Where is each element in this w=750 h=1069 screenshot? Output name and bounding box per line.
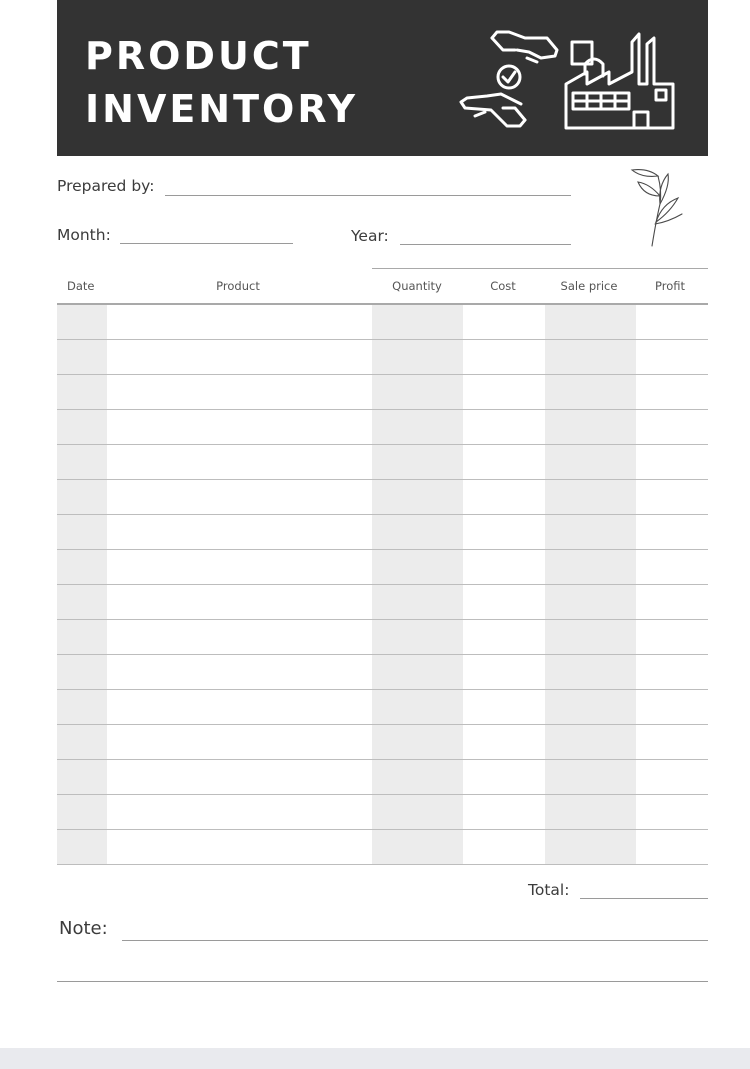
table-row[interactable] — [57, 864, 708, 865]
date-column-shade — [57, 305, 107, 865]
table-row[interactable] — [57, 619, 708, 620]
table-row[interactable] — [57, 584, 708, 585]
table-row[interactable] — [57, 374, 708, 375]
column-header-cost: Cost — [490, 279, 516, 293]
column-header-product: Product — [216, 279, 260, 293]
table-row[interactable] — [57, 759, 708, 760]
table-row[interactable] — [57, 339, 708, 340]
note-label: Note: — [59, 918, 108, 939]
column-header-profit: Profit — [655, 279, 685, 293]
leaf-sprig-icon — [620, 166, 690, 248]
table-row[interactable] — [57, 409, 708, 410]
table-row[interactable] — [57, 549, 708, 550]
year-field[interactable] — [400, 244, 571, 245]
month-field[interactable] — [120, 243, 293, 244]
prepared-by-field[interactable] — [165, 195, 571, 196]
column-header-date: Date — [67, 279, 95, 293]
inventory-table — [57, 305, 708, 865]
quantity-column-shade — [372, 305, 463, 865]
note-line-2[interactable] — [57, 981, 708, 982]
month-label: Month: — [57, 226, 111, 244]
table-row[interactable] — [57, 479, 708, 480]
year-label: Year: — [351, 227, 389, 245]
page-title — [85, 30, 358, 136]
title-line-1: PRODUCT — [85, 34, 312, 78]
total-field[interactable] — [580, 898, 708, 899]
hands-factory-icon — [457, 24, 682, 134]
column-header-quantity: Quantity — [392, 279, 442, 293]
table-row[interactable] — [57, 654, 708, 655]
sale-price-column-shade — [545, 305, 636, 865]
column-header-sale-price: Sale price — [560, 279, 618, 293]
table-row[interactable] — [57, 514, 708, 515]
table-row[interactable] — [57, 444, 708, 445]
prepared-by-label: Prepared by: — [57, 177, 155, 195]
table-top-rule — [372, 268, 708, 269]
table-row[interactable] — [57, 724, 708, 725]
total-label: Total: — [528, 881, 570, 899]
header-banner — [57, 0, 708, 156]
table-row[interactable] — [57, 829, 708, 830]
note-line-1[interactable] — [122, 940, 708, 941]
table-row[interactable] — [57, 794, 708, 795]
table-row[interactable] — [57, 689, 708, 690]
title-line-2: INVENTORY — [85, 87, 359, 131]
